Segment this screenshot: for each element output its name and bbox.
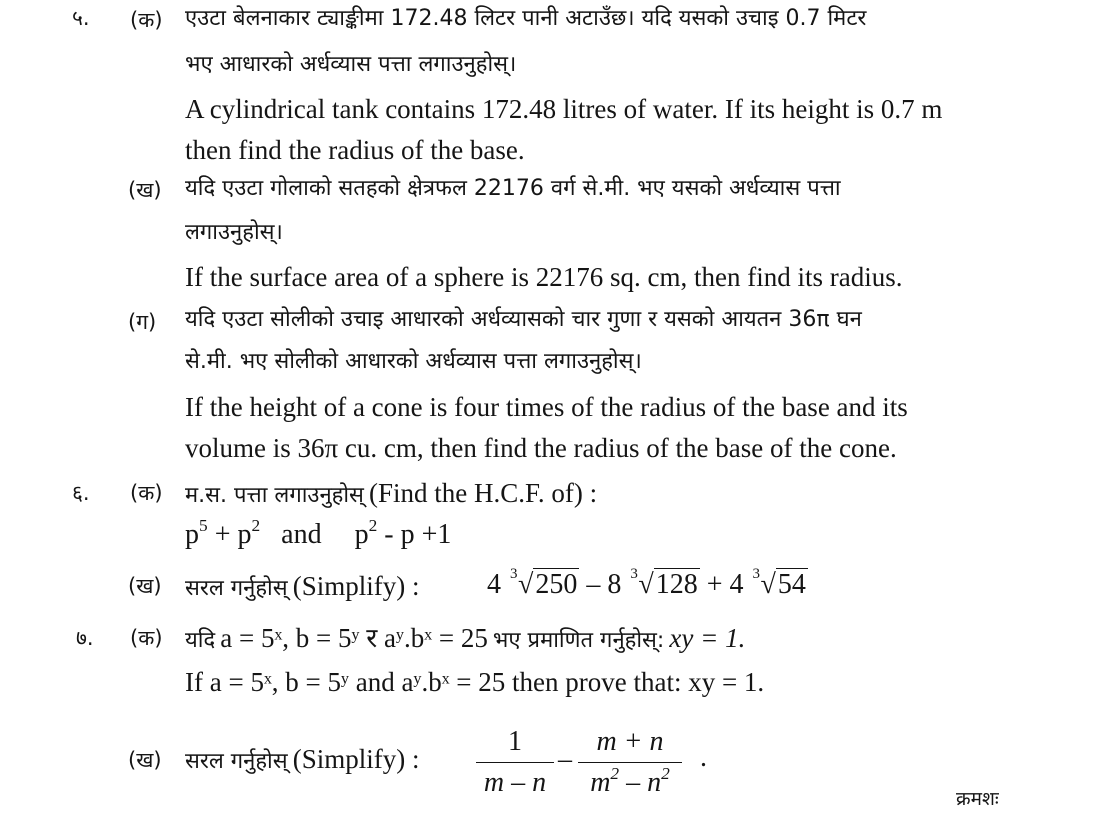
q6a-expression bbox=[185, 515, 452, 550]
q6b-expression bbox=[487, 566, 808, 600]
q6b-op2: + 4 bbox=[706, 569, 744, 600]
q5a-label: (क) bbox=[130, 8, 163, 32]
q6b-english: (Simplify) : bbox=[292, 571, 420, 601]
q6a-expr2-rest: - p +1 bbox=[384, 519, 452, 550]
q6a-expr1-base: p bbox=[185, 519, 199, 550]
q5b-nepali-line1: यदि एउटा गोलाको सतहको क्षेत्रफल 22176 वर्ग से.मी. भए यसको अर्धव्यास पत्ता bbox=[185, 176, 841, 201]
q6a-and: and bbox=[281, 519, 322, 550]
q5b-nepali-line2: लगाउनुहोस्। bbox=[185, 220, 283, 245]
q5b-label: (ख) bbox=[128, 178, 162, 202]
q7b-nepali: सरल गर्नुहोस् bbox=[185, 749, 288, 774]
continued-label: क्रमशः bbox=[956, 788, 999, 810]
q6a-expr1-exp2: 2 bbox=[251, 515, 261, 535]
q6b-radicand-2: 128 bbox=[655, 569, 698, 600]
q5a-nepali-line2: भए आधारको अर्धव्यास पत्ता लगाउनुहोस्। bbox=[185, 52, 517, 77]
q7b-den-op: – n bbox=[626, 767, 662, 798]
q6a-expr1-exp: 5 bbox=[199, 515, 208, 535]
q7b-end-dot: . bbox=[700, 742, 707, 773]
q6b-coef1: 4 bbox=[487, 569, 501, 600]
q7b-label: (ख) bbox=[128, 748, 162, 772]
q7b-english: (Simplify) : bbox=[292, 744, 420, 774]
q6b-cuberoot-2: 3 √128 bbox=[630, 566, 698, 600]
q7b-den-exp2: 2 bbox=[661, 763, 670, 783]
q6b-label: (ख) bbox=[128, 574, 162, 598]
q6b-prompt bbox=[185, 573, 419, 600]
q7a-math: a = 5ˣ, b = 5ʸ र aʸ.bˣ = 25 bbox=[220, 623, 488, 653]
q5c-nepali-line1: यदि एउटा सोलीको उचाइ आधारको अर्धव्यासको चार गुणा र यसको आयतन 36π घन bbox=[185, 307, 862, 332]
q7b-fraction-1 bbox=[476, 726, 554, 799]
q6a-english: (Find the H.C.F. of) : bbox=[369, 478, 598, 508]
q7b-frac2-bar bbox=[578, 762, 682, 763]
q7b-frac2-denominator bbox=[578, 763, 682, 799]
q7b-den-base1: m bbox=[590, 767, 611, 798]
q7a-nepali-line bbox=[185, 625, 745, 652]
q5c-label: (ग) bbox=[128, 310, 157, 334]
q6b-cuberoot-3: 3 √54 bbox=[752, 566, 806, 600]
q6a-nepali: म.स. पत्ता लगाउनुहोस् bbox=[185, 483, 364, 508]
q7a-np-suffix: भए प्रमाणित गर्नुहोस्: bbox=[492, 628, 665, 653]
q7a-np-prefix: यदि bbox=[185, 628, 216, 653]
q5c-english-line2: volume is 36π cu. cm, then find the radius of the base of the cone. bbox=[185, 433, 897, 463]
q7b-den-exp1: 2 bbox=[610, 763, 620, 783]
q7b-frac2-numerator: m + n bbox=[596, 726, 664, 757]
q5-number: ५. bbox=[72, 6, 90, 30]
q6b-radicand-1: 250 bbox=[535, 569, 578, 600]
q6a-prompt bbox=[185, 480, 597, 507]
q6a-expr2-base: p bbox=[354, 519, 369, 550]
q7b-fraction-2 bbox=[578, 726, 682, 799]
q7-number: ७. bbox=[76, 626, 94, 650]
q6b-cuberoot-1: 3 √250 bbox=[510, 566, 578, 600]
q5a-english-line1: A cylindrical tank contains 172.48 litres of water. If its height is 0.7 m bbox=[185, 94, 943, 124]
q5a-nepali-line1: एउटा बेलनाकार ट्याङ्कीमा 172.48 लिटर पानी अटाउँछ। यदि यसको उचाइ 0.7 मिटर bbox=[185, 6, 867, 31]
q5c-nepali-line2: से.मी. भए सोलीको आधारको अर्धव्यास पत्ता लगाउनुहोस्। bbox=[185, 349, 642, 374]
q6-number: ६. bbox=[72, 481, 90, 505]
q7a-label: (क) bbox=[130, 626, 163, 650]
q7a-english-line: If a = 5ˣ, b = 5ʸ and aʸ.bˣ = 25 then prove that: xy = 1. bbox=[185, 667, 765, 697]
q7b-prompt bbox=[185, 746, 419, 773]
q7b-frac1-bar bbox=[476, 762, 554, 763]
q7b-frac1-numerator: 1 bbox=[508, 726, 522, 757]
q7a-math-end: xy = 1. bbox=[669, 623, 746, 653]
q6a-label: (क) bbox=[130, 481, 163, 505]
q7b-frac1-denominator: m – n bbox=[483, 767, 547, 798]
q6b-root-index-2: 3 bbox=[630, 566, 638, 582]
q6b-op1: – 8 bbox=[586, 569, 622, 600]
q6a-expr2-exp: 2 bbox=[368, 515, 378, 535]
q6b-nepali: सरल गर्नुहोस् bbox=[185, 576, 288, 601]
q5c-english-line1: If the height of a cone is four times of the radius of the base and its bbox=[185, 392, 908, 422]
q6b-root-index-3: 3 bbox=[752, 566, 761, 582]
q6b-root-index-1: 3 bbox=[510, 566, 518, 582]
q6a-expr1-mid: + p bbox=[214, 519, 252, 550]
q5b-english-line1: If the surface area of a sphere is 22176 sq. cm, then find its radius. bbox=[185, 262, 903, 292]
q7b-minus: – bbox=[558, 744, 572, 775]
q5a-english-line2: then find the radius of the base. bbox=[185, 135, 525, 165]
q6b-radicand-3: 54 bbox=[777, 569, 806, 600]
